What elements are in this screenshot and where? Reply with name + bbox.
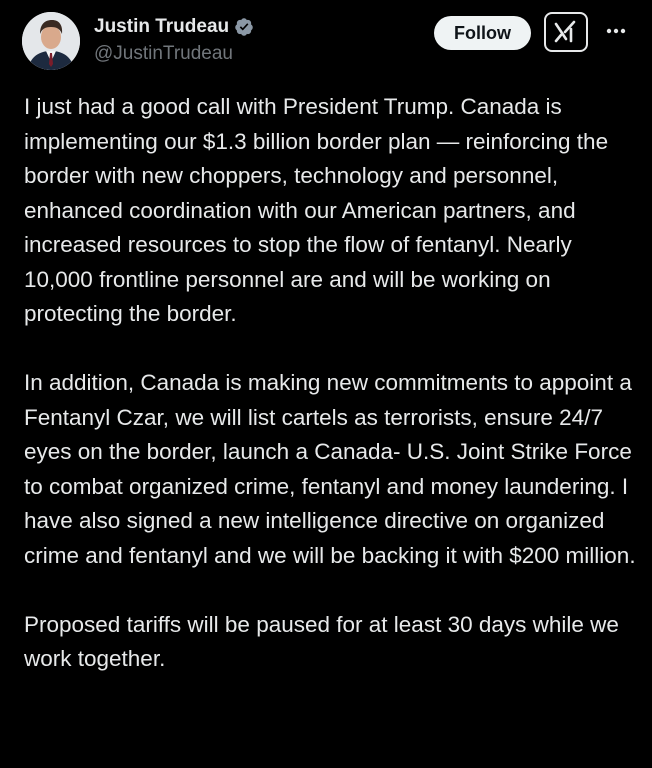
verified-badge-icon[interactable] bbox=[234, 17, 254, 37]
grok-icon bbox=[553, 20, 579, 44]
tweet-text bbox=[24, 90, 636, 677]
avatar[interactable] bbox=[22, 12, 80, 70]
author-name-row bbox=[94, 14, 254, 40]
author-name[interactable]: Justin Trudeau bbox=[94, 16, 230, 37]
tweet-paragraph: In addition, Canada is making new commitments to appoint a Fentanyl Czar, we will list cartels as terrorists, ensure 24/7 eyes on the border, launch a Canada- U.S. Joint Strike Force to combat organized crime, fentanyl and money laundering. I have also signed a new intelligence directive on organized crime and fentanyl and we will be backing it with $200 million. bbox=[24, 370, 636, 568]
tweet-paragraph: I just had a good call with President Trump. Canada is implementing our $1.3 billion border plan — reinforcing the border with new choppers, technology and personnel, enhanced coordination with our American partners, and increased resources to stop the flow of fentanyl. Nearly 10,000 frontline personnel are and will be working on protecting the border. bbox=[24, 94, 609, 326]
more-options-button[interactable] bbox=[602, 16, 630, 46]
author-handle[interactable]: @JustinTrudeau bbox=[94, 43, 233, 64]
follow-button[interactable]: Follow bbox=[434, 16, 531, 50]
avatar-photo bbox=[22, 12, 80, 70]
more-options-icon bbox=[606, 28, 626, 34]
grok-button[interactable] bbox=[544, 12, 588, 52]
author-info bbox=[94, 14, 254, 65]
tweet-paragraph: Proposed tariffs will be paused for at least 30 days while we work together. bbox=[24, 611, 619, 671]
